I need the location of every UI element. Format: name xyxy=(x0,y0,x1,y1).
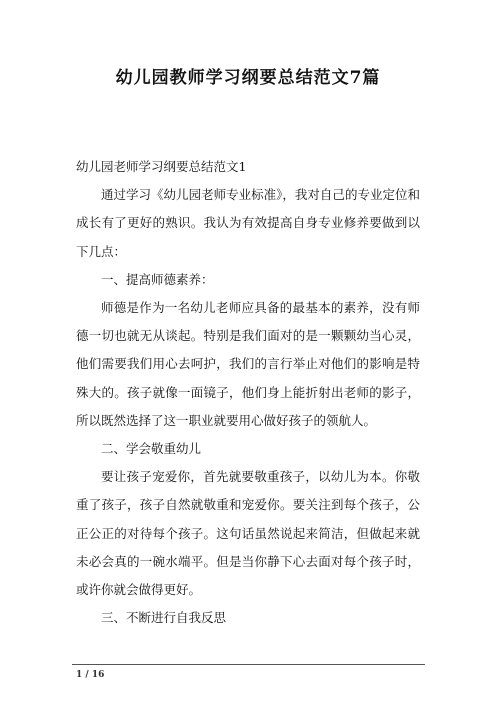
footer-divider xyxy=(72,664,425,665)
paragraph-2: 要让孩子宠爱你，首先就要敬重孩子，以幼儿为本。你敬重了孩子，孩子自然就敬重和宠爱你。要关注到每个孩子，公正公正的对待每个孩子。这句话虽然说起来简洁，但做起来就未必会真的一碗水端平。但是当你静下心去面对每个孩子时，或许你就会做得更好。 xyxy=(76,469,420,598)
section-heading: 幼儿园老师学习纲要总结范文1 xyxy=(76,159,247,174)
paragraph-intro: 通过学习《幼儿园老师专业标准》，我对自己的专业定位和成长有了更好的熟识。我认为有效提高自身专业修养要做到以下几点： xyxy=(76,187,420,259)
paragraph-1: 师德是作为一名幼儿老师应具备的最基本的素养，没有师德一切也就无从谈起。特别是我们面对的是一颗颗幼当心灵，他们需要我们用心去呵护，我们的言行举止对他们的影响是特殊大的。孩子就像一面镜子，他们身上能折射出老师的影子，所以既然选择了这一职业就要用心做好孩子的领航人。 xyxy=(76,300,420,428)
subheading-2: 二、学会敬重幼儿 xyxy=(101,441,202,457)
document-body xyxy=(76,153,420,632)
subheading-1: 一、提高师德素养： xyxy=(101,271,214,287)
page-indicator: 1 / 16 xyxy=(76,670,105,680)
subheading-3: 三、不断进行自我反思 xyxy=(101,610,227,626)
document-title: 幼儿园教师学习纲要总结范文7篇 xyxy=(115,68,381,88)
